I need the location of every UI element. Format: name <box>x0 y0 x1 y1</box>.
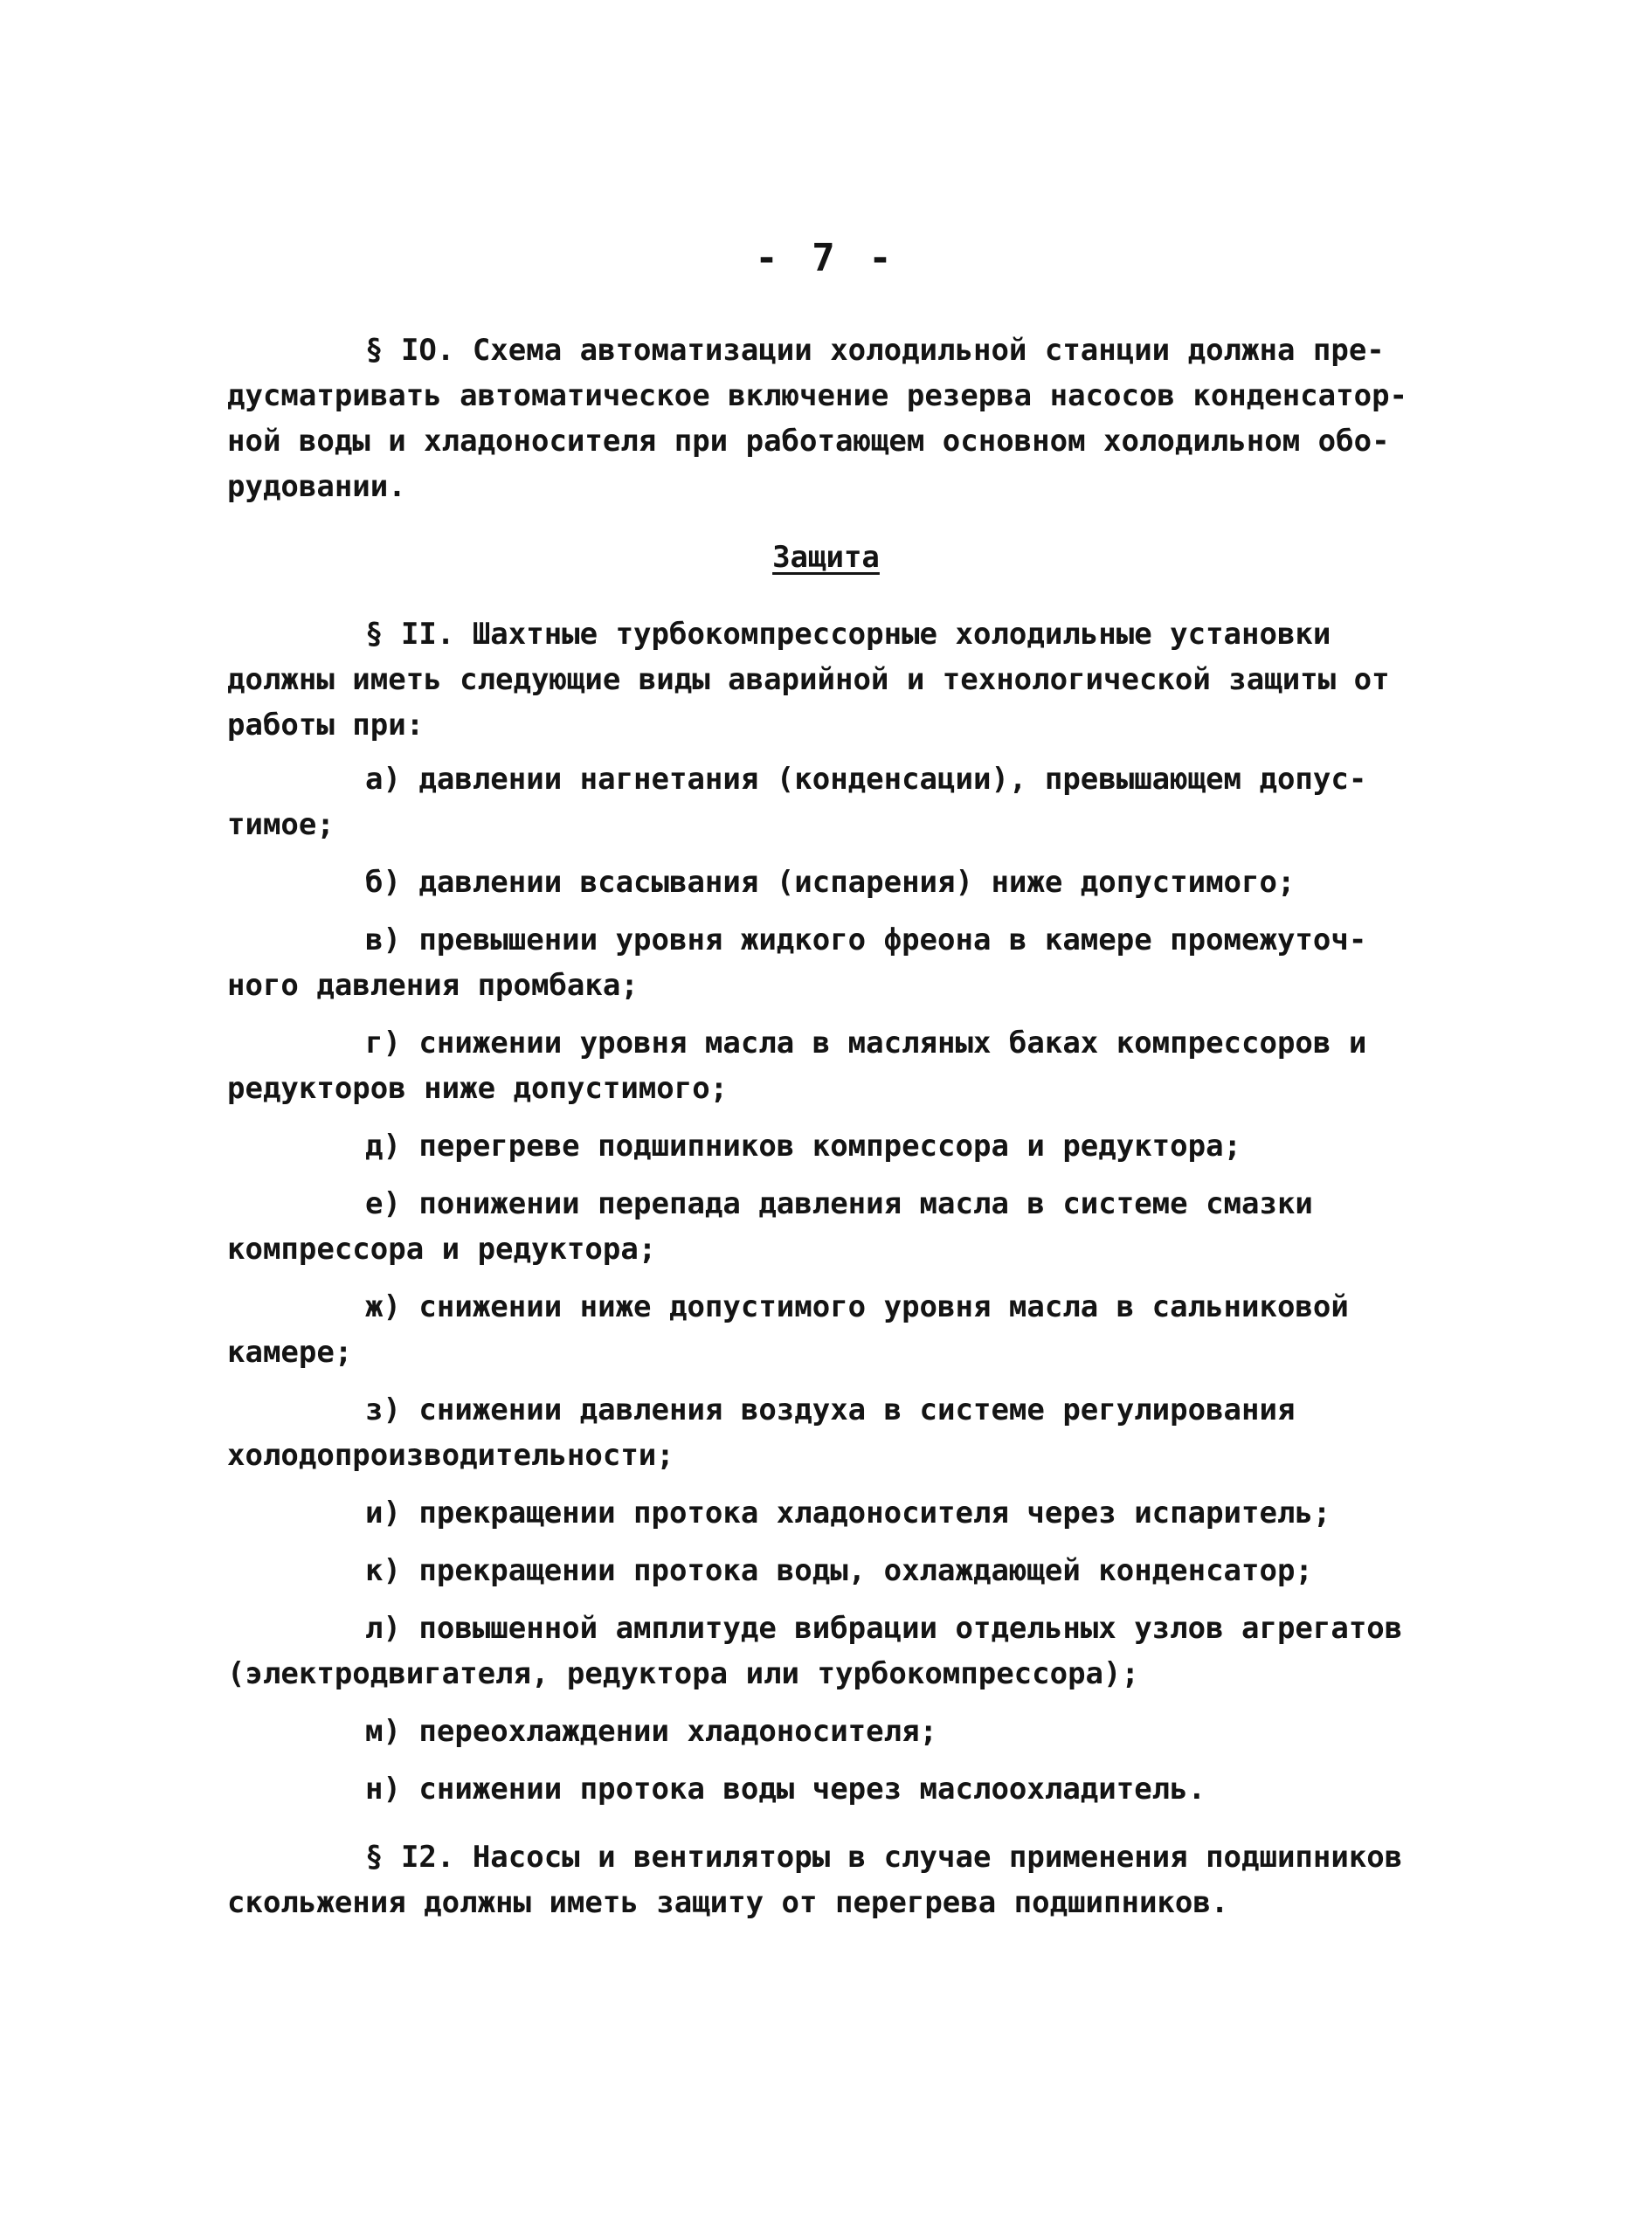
list-item <box>227 1548 1441 1593</box>
list-item <box>227 1020 1441 1111</box>
list-item-line: к) прекращении протока воды, охлаждающей конденсатор; <box>365 1553 1313 1588</box>
paragraph-line: § II. Шахтные турбокомпрессорные холодильные установки <box>365 617 1331 652</box>
list-item-line: г) снижении уровня масла в масляных баках компрессоров и <box>365 1026 1367 1061</box>
paragraph-line: рудовании. <box>227 469 406 504</box>
list-item-line: в) превышении уровня жидкого фреона в камере промежуточ- <box>365 922 1367 957</box>
list-item <box>227 1181 1441 1272</box>
list-item-line: компрессора и редуктора; <box>227 1232 657 1267</box>
list-item <box>227 1387 1441 1478</box>
list-item <box>227 757 1441 847</box>
list-item-line: е) понижении перепада давления масла в системе смазки <box>365 1186 1313 1221</box>
paragraph-line: § IO. Схема автоматизации холодильной станции должна пре- <box>365 333 1385 368</box>
list-item <box>227 1490 1441 1536</box>
list-item-line: тимое; <box>227 807 335 842</box>
list-item-line: ж) снижении ниже допустимого уровня масла в сальниковой <box>365 1289 1349 1324</box>
list-item <box>227 1123 1441 1169</box>
list-item-line: б) давлении всасывания (испарения) ниже допустимого; <box>365 865 1296 900</box>
paragraph-line: работы при: <box>227 708 425 743</box>
section-11-paragraph <box>227 612 1441 748</box>
list-item <box>227 917 1441 1008</box>
paragraph-line: должны иметь следующие виды аварийной и технологической защиты от <box>227 662 1390 697</box>
list-item-line: а) давлении нагнетания (конденсации), превышающем допус- <box>365 762 1367 797</box>
paragraph-line: ной воды и хладоносителя при работающем основном холодильном обо- <box>227 424 1390 459</box>
list-item <box>227 1766 1441 1812</box>
list-item-line: н) снижении протока воды через маслоохладитель. <box>365 1772 1206 1807</box>
paragraph-line: дусматривать автоматическое включение резерва насосов конденсатор- <box>227 378 1408 413</box>
list-item-line: з) снижении давления воздуха в системе регулирования <box>365 1392 1296 1427</box>
protection-list <box>227 757 1441 1824</box>
list-item-line: м) переохлаждении хладоносителя; <box>365 1714 938 1749</box>
page-number: - 7 - <box>755 236 897 280</box>
section-heading-protection: Защита <box>772 540 880 575</box>
list-item <box>227 1606 1441 1696</box>
section-10-paragraph <box>227 328 1441 509</box>
list-item <box>227 1709 1441 1754</box>
list-item-line: и) прекращении протока хладоносителя через испаритель; <box>365 1496 1331 1530</box>
list-item-line: камере; <box>227 1335 353 1370</box>
list-item-line: редукторов ниже допустимого; <box>227 1071 729 1106</box>
paragraph-line: § I2. Насосы и вентиляторы в случае применения подшипников <box>365 1840 1403 1875</box>
section-12-paragraph <box>227 1835 1441 1925</box>
list-item-line: (электродвигателя, редуктора или турбокомпрессора); <box>227 1656 1139 1691</box>
list-item-line: ного давления промбака; <box>227 968 639 1003</box>
list-item-line: д) перегреве подшипников компрессора и редуктора; <box>365 1129 1242 1164</box>
list-item <box>227 860 1441 905</box>
list-item-line: л) повышенной амплитуде вибрации отдельных узлов агрегатов <box>365 1611 1403 1646</box>
list-item-line: холодопроизводительности; <box>227 1438 674 1473</box>
paragraph-line: скольжения должны иметь защиту от перегрева подшипников. <box>227 1885 1229 1920</box>
list-item <box>227 1284 1441 1375</box>
